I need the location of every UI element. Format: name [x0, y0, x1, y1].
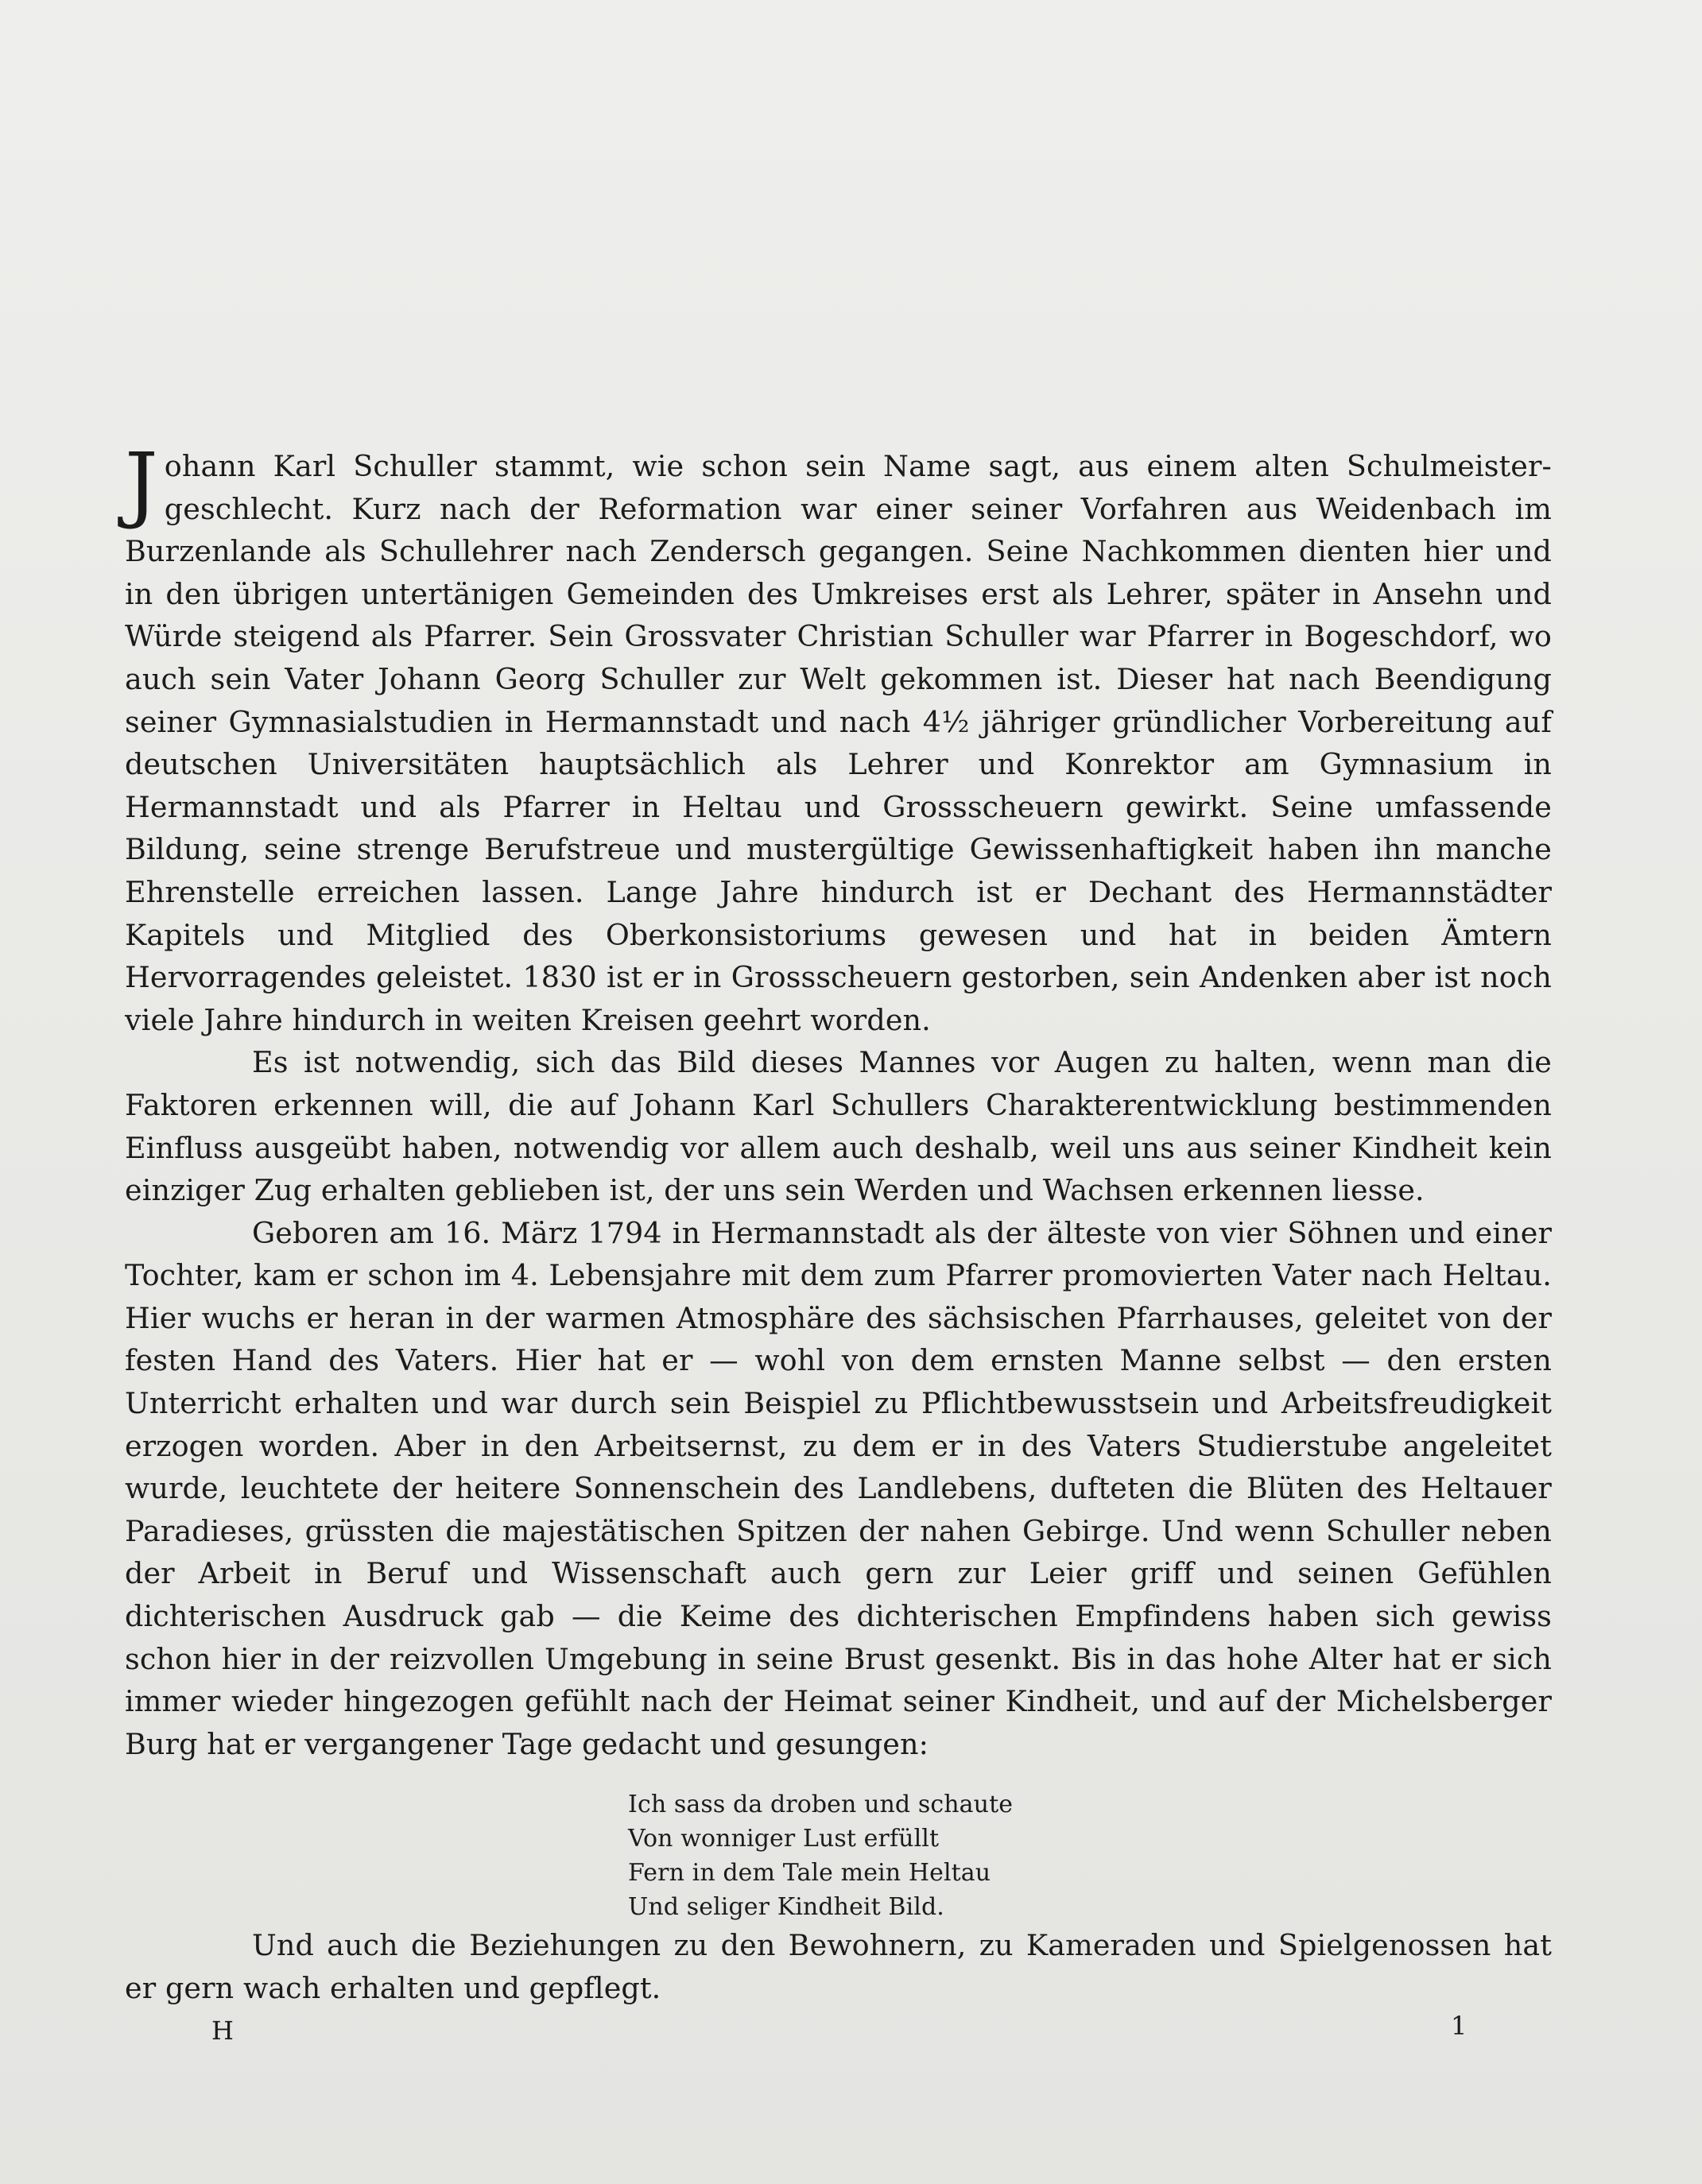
verse-line: Von wonniger Lust erfüllt: [628, 1825, 940, 1853]
signature-mark: H: [211, 2016, 234, 2046]
paragraph-3: Geboren am 16. März 1794 in Hermannstadt als der älteste von vier Söhnen und einer Tochter, kam er schon im 4. Lebensjahre mit dem zum Pfarrer promovierten Vater nach Heltau. Hier wuchs er heran in der warmen Atmosphäre des sächsischen Pfarrhauses, geleitet von der festen Hand des Vaters. Hier hat er — wohl von dem ernsten Manne selbst — den ersten Unterricht erhalten und war durch sein Beispiel zu Pflichtbewusstsein und Arbeitsfreudigkeit erzogen worden. Aber in den Arbeitsernst, zu dem er in des Vaters Studierstube angeleitet wurde, leuchtete der heitere Sonnenschein des Landlebens, dufteten die Blüten des Heltauer Paradieses, grüssten die majestätischen Spitzen der nahen Gebirge. Und wenn Schuller neben der Arbeit in Beruf und Wissenschaft auch gern zur Leier griff und seinen Gefühlen dichterischen Ausdruck gab — die Keime des dichterischen Empfindens haben sich gewiss schon hier in der reizvollen Umgebung in seine Brust gesenkt. Bis in das hohe Alter hat er sich immer wieder hingezogen gefühlt nach der Heimat seiner Kindheit, und auf der Michelsberger Burg hat er vergangener Tage gedacht und gesungen:: [125, 1215, 1552, 1761]
drop-cap-initial: J: [125, 435, 158, 532]
verse-line: Und seliger Kindheit Bild.: [628, 1893, 944, 1922]
verse-block: [628, 1787, 1552, 1924]
verse-line: Fern in dem Tale mein Heltau: [628, 1859, 991, 1888]
paragraph-1-text: ohann Karl Schuller stammt, wie schon sein Name sagt, aus einem alten Schulmeister-geschlecht. Kurz nach der Reformation war einer seiner Vorfahren aus Weidenbach im Burzenlande als Schullehrer nach Zendersch gegangen. Seine Nachkommen dienten hier und in den übrigen untertänigen Gemeinden des Umkreises erst als Lehrer, später in Ansehn und Würde steigend als Pfarrer. Sein Grossvater Christian Schuller war Pfarrer in Bogeschdorf, wo auch sein Vater Johann Georg Schuller zur Welt gekommen ist. Dieser hat nach Beendigung seiner Gymnasialstudien in Hermannstadt und nach 4½ jähriger gründlicher Vorbereitung auf deutschen Universitäten hauptsächlich als Lehrer und Konrektor am Gymnasium in Hermannstadt und als Pfarrer in Heltau und Grossscheuern gewirkt. Seine umfassende Bildung, seine strenge Berufstreue und mustergültige Gewissenhaftigkeit haben ihn manche Ehrenstelle erreichen lassen. Lange Jahre hindurch ist er Dechant des Hermannstädter Kapitels und Mitglied des Oberkonsistoriums gewesen und hat in beiden Ämtern Hervorragendes geleistet. 1830 ist er in Grossscheuern gestorben, sein Andenken aber ist noch viele Jahre hindurch in weiten Kreisen geehrt worden.: [125, 449, 1552, 1037]
verse-line: Ich sass da droben und schaute: [628, 1791, 1014, 1819]
paragraph-2: Es ist notwendig, sich das Bild dieses Mannes vor Augen zu halten, wenn man die Faktoren erkennen will, die auf Johann Karl Schullers Charakterentwicklung bestimmenden Einfluss ausgeübt haben, notwendig vor allem auch deshalb, weil uns aus seiner Kindheit kein einziger Zug erhalten geblieben ist, der uns sein Werden und Wachsen erkennen liesse.: [125, 1045, 1552, 1208]
page-number: 1: [1451, 2011, 1467, 2041]
paragraph-1: [125, 435, 1552, 1041]
closing-paragraph: Und auch die Beziehungen zu den Bewohnern, zu Kameraden und Spielgenossen hat er gern wach erhalten und gepflegt.: [125, 1928, 1552, 2005]
main-text: [125, 435, 1552, 2010]
